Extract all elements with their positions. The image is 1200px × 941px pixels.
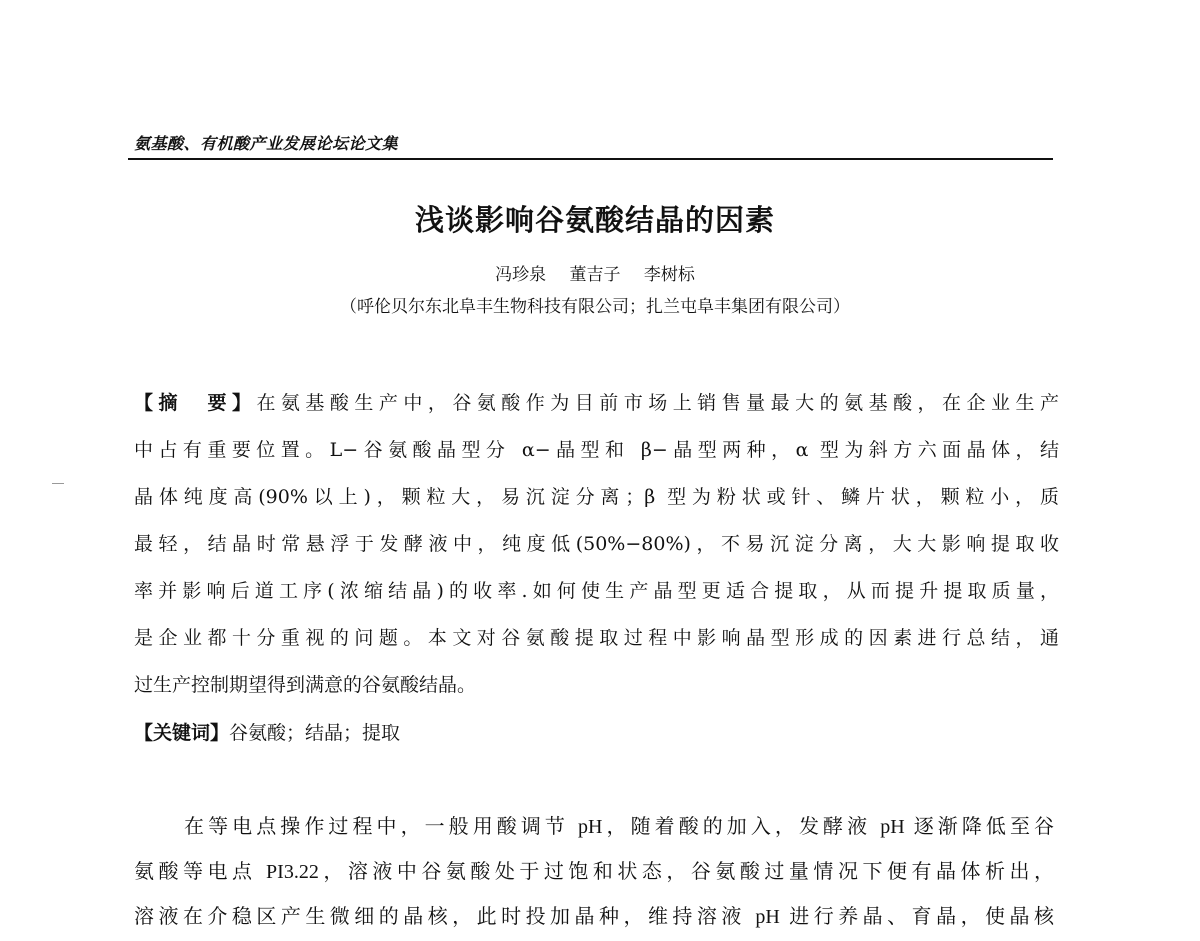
keywords-label: 【关键词】 — [134, 722, 230, 744]
body-line-text: 在等电点操作过程中，一般用酸调节 pH，随着酸的加入，发酵液 pH 逐渐降低至谷 — [180, 816, 1054, 838]
abstract-text: 在氨基酸生产中，谷氨酸作为目前市场上销售量最大的氨基酸，在企业生产 — [256, 392, 1059, 414]
author-list — [0, 260, 1190, 285]
abstract-line: 率并影响后道工序(浓缩结晶)的收率.如何使生产晶型更适合提取，从而提升提取质量， — [134, 580, 1059, 602]
running-header: 氨基酸、有机酸产业发展论坛论文集 — [134, 134, 399, 153]
abstract — [134, 380, 1059, 709]
keywords — [134, 710, 400, 757]
abstract-line — [134, 380, 1059, 427]
body-line — [134, 805, 1054, 850]
abstract-label: 【摘 要】 — [134, 392, 257, 414]
abstract-line: 最轻，结晶时常悬浮于发酵液中，纯度低(50%−80%)，不易沉淀分离，大大影响提取收 — [134, 533, 1059, 555]
body-text — [134, 805, 1054, 940]
abstract-line: 是企业都十分重视的问题。本文对谷氨酸提取过程中影响晶型形成的因素进行总结，通 — [134, 627, 1059, 649]
body-line: 溶液在介稳区产生微细的晶核，此时投加晶种，维持溶液 pH 进行养晶、育晶，使晶核 — [134, 906, 1054, 928]
header-rule — [128, 158, 1053, 160]
abstract-line: 过生产控制期望得到满意的谷氨酸结晶。 — [134, 674, 477, 696]
margin-mark — [52, 483, 64, 484]
author-name: 冯珍泉 — [495, 265, 547, 285]
author-name: 李树标 — [643, 265, 695, 285]
body-line: 氨酸等电点 PI3.22，溶液中谷氨酸处于过饱和状态，谷氨酸过量情况下便有晶体析出， — [134, 861, 1054, 883]
affiliation: （呼伦贝尔东北阜丰生物科技有限公司；扎兰屯阜丰集团有限公司） — [340, 297, 850, 317]
author-name: 董吉子 — [569, 265, 621, 285]
paper-title: 浅谈影响谷氨酸结晶的因素 — [414, 203, 775, 237]
keywords-text: 谷氨酸；结晶；提取 — [229, 722, 401, 744]
abstract-line: 晶体纯度高(90%以上)，颗粒大，易沉淀分离；β 型为粉状或针、鳞片状，颗粒小，质 — [134, 486, 1059, 508]
abstract-line: 中占有重要位置。L−谷氨酸晶型分 α−晶型和 β−晶型两种，α 型为斜方六面晶体，结 — [134, 439, 1059, 461]
